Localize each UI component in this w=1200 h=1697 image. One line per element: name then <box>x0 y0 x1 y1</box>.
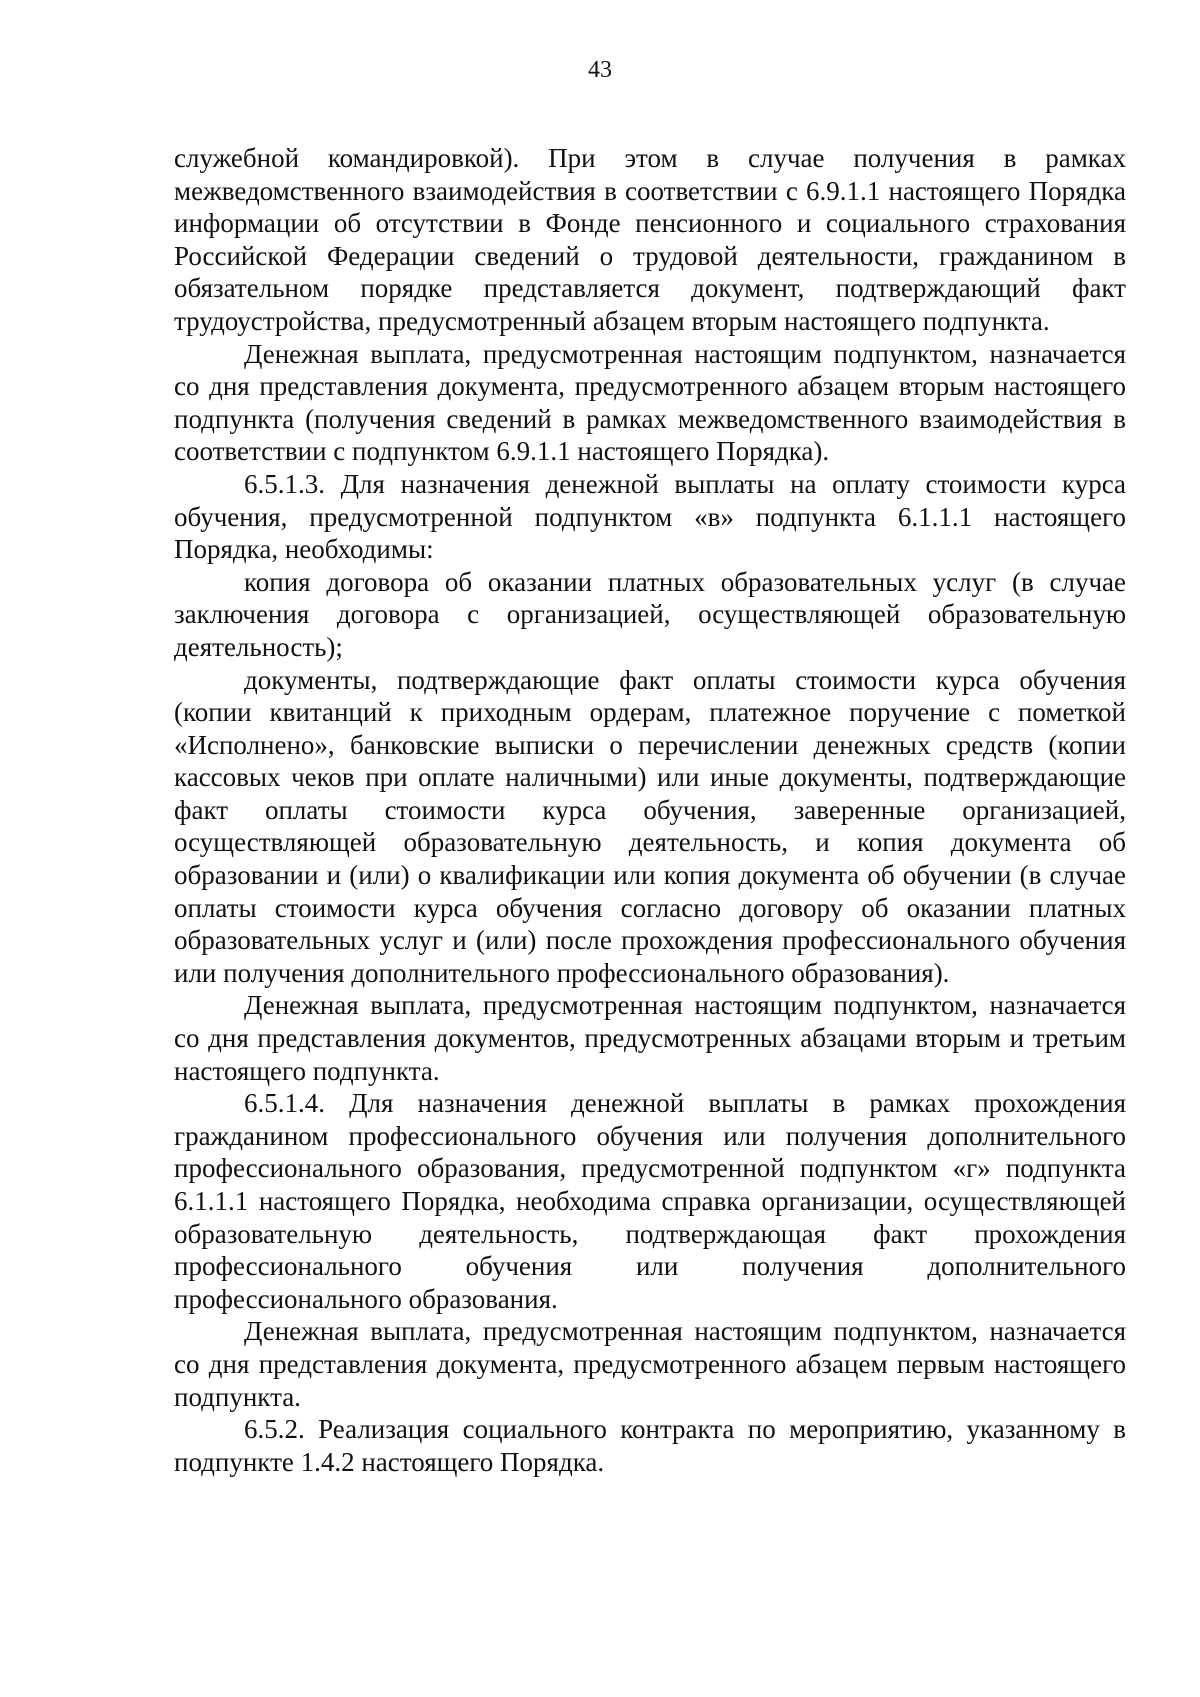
paragraph-contract-copy: копия договора об оказании платных образовательных услуг (в случае заключения договора с организацией, осуществляющей образовательную деятельность); <box>174 566 1126 662</box>
document-body <box>174 142 1126 1478</box>
paragraph-6-5-1-3: 6.5.1.3. Для назначения денежной выплаты на оплату стоимости курса обучения, предусмотренной подпунктом «в» подпункта 6.1.1.1 настоящего Порядка, необходимы: <box>174 468 1126 565</box>
paragraph-payment-assignment-3: Денежная выплата, предусмотренная настоящим подпунктом, назначается со дня представления документа, предусмотренного абзацем первым настоящего подпункта. <box>174 1316 1126 1412</box>
paragraph-payment-documents: документы, подтверждающие факт оплаты стоимости курса обучения (копии квитанций к приходным ордерам, платежное поручение с пометкой «Исполнено», банковские выписки о перечислении денежных средств (копии кассовых чеков при оплате наличными) или иные документы, подтверждающие факт оплаты стоимости курса обучения, заверенные организацией, осуществляющей образовательную деятельность, и копия документа об образовании и (или) о квалификации или копия документа об обучении (в случае оплаты стоимости курса обучения согласно договору об оказании платных образовательных услуг и (или) после прохождения профессионального обучения или получения дополнительного профессионального образования). <box>174 664 1126 988</box>
paragraph-6-5-2: 6.5.2. Реализация социального контракта по мероприятию, указанному в подпункте 1.4.2 настоящего Порядка. <box>174 1414 1126 1477</box>
paragraph-payment-assignment-2: Денежная выплата, предусмотренная настоящим подпунктом, назначается со дня представления документов, предусмотренных абзацами вторым и третьим настоящего подпункта. <box>174 990 1126 1086</box>
page-number: 43 <box>588 57 612 83</box>
paragraph-payment-assignment: Денежная выплата, предусмотренная настоящим подпунктом, назначается со дня представления документа, предусмотренного абзацем вторым настоящего подпункта (получения сведений в рамках межведомственного взаимодействия в соответствии с подпунктом 6.9.1.1 настоящего Порядка). <box>174 338 1126 467</box>
paragraph-continuation: служебной командировкой). При этом в случае получения в рамках межведомственного взаимодействия в соответствии с 6.9.1.1 настоящего Порядка информации об отсутствии в Фонде пенсионного и социального страхования Российской Федерации сведений о трудовой деятельности, гражданином в обязательном порядке представляется документ, подтверждающий факт трудоустройства, предусмотренный абзацем вторым настоящего подпункта. <box>174 143 1126 336</box>
paragraph-6-5-1-4: 6.5.1.4. Для назначения денежной выплаты в рамках прохождения гражданином профессионального обучения или получения дополнительного профессионального образования, предусмотренной подпунктом «г» подпункта 6.1.1.1 настоящего Порядка, необходима справка организации, осуществляющей образовательную деятельность, подтверждающая факт прохождения профессионального обучения или получения дополнительного профессионального образования. <box>174 1088 1126 1314</box>
